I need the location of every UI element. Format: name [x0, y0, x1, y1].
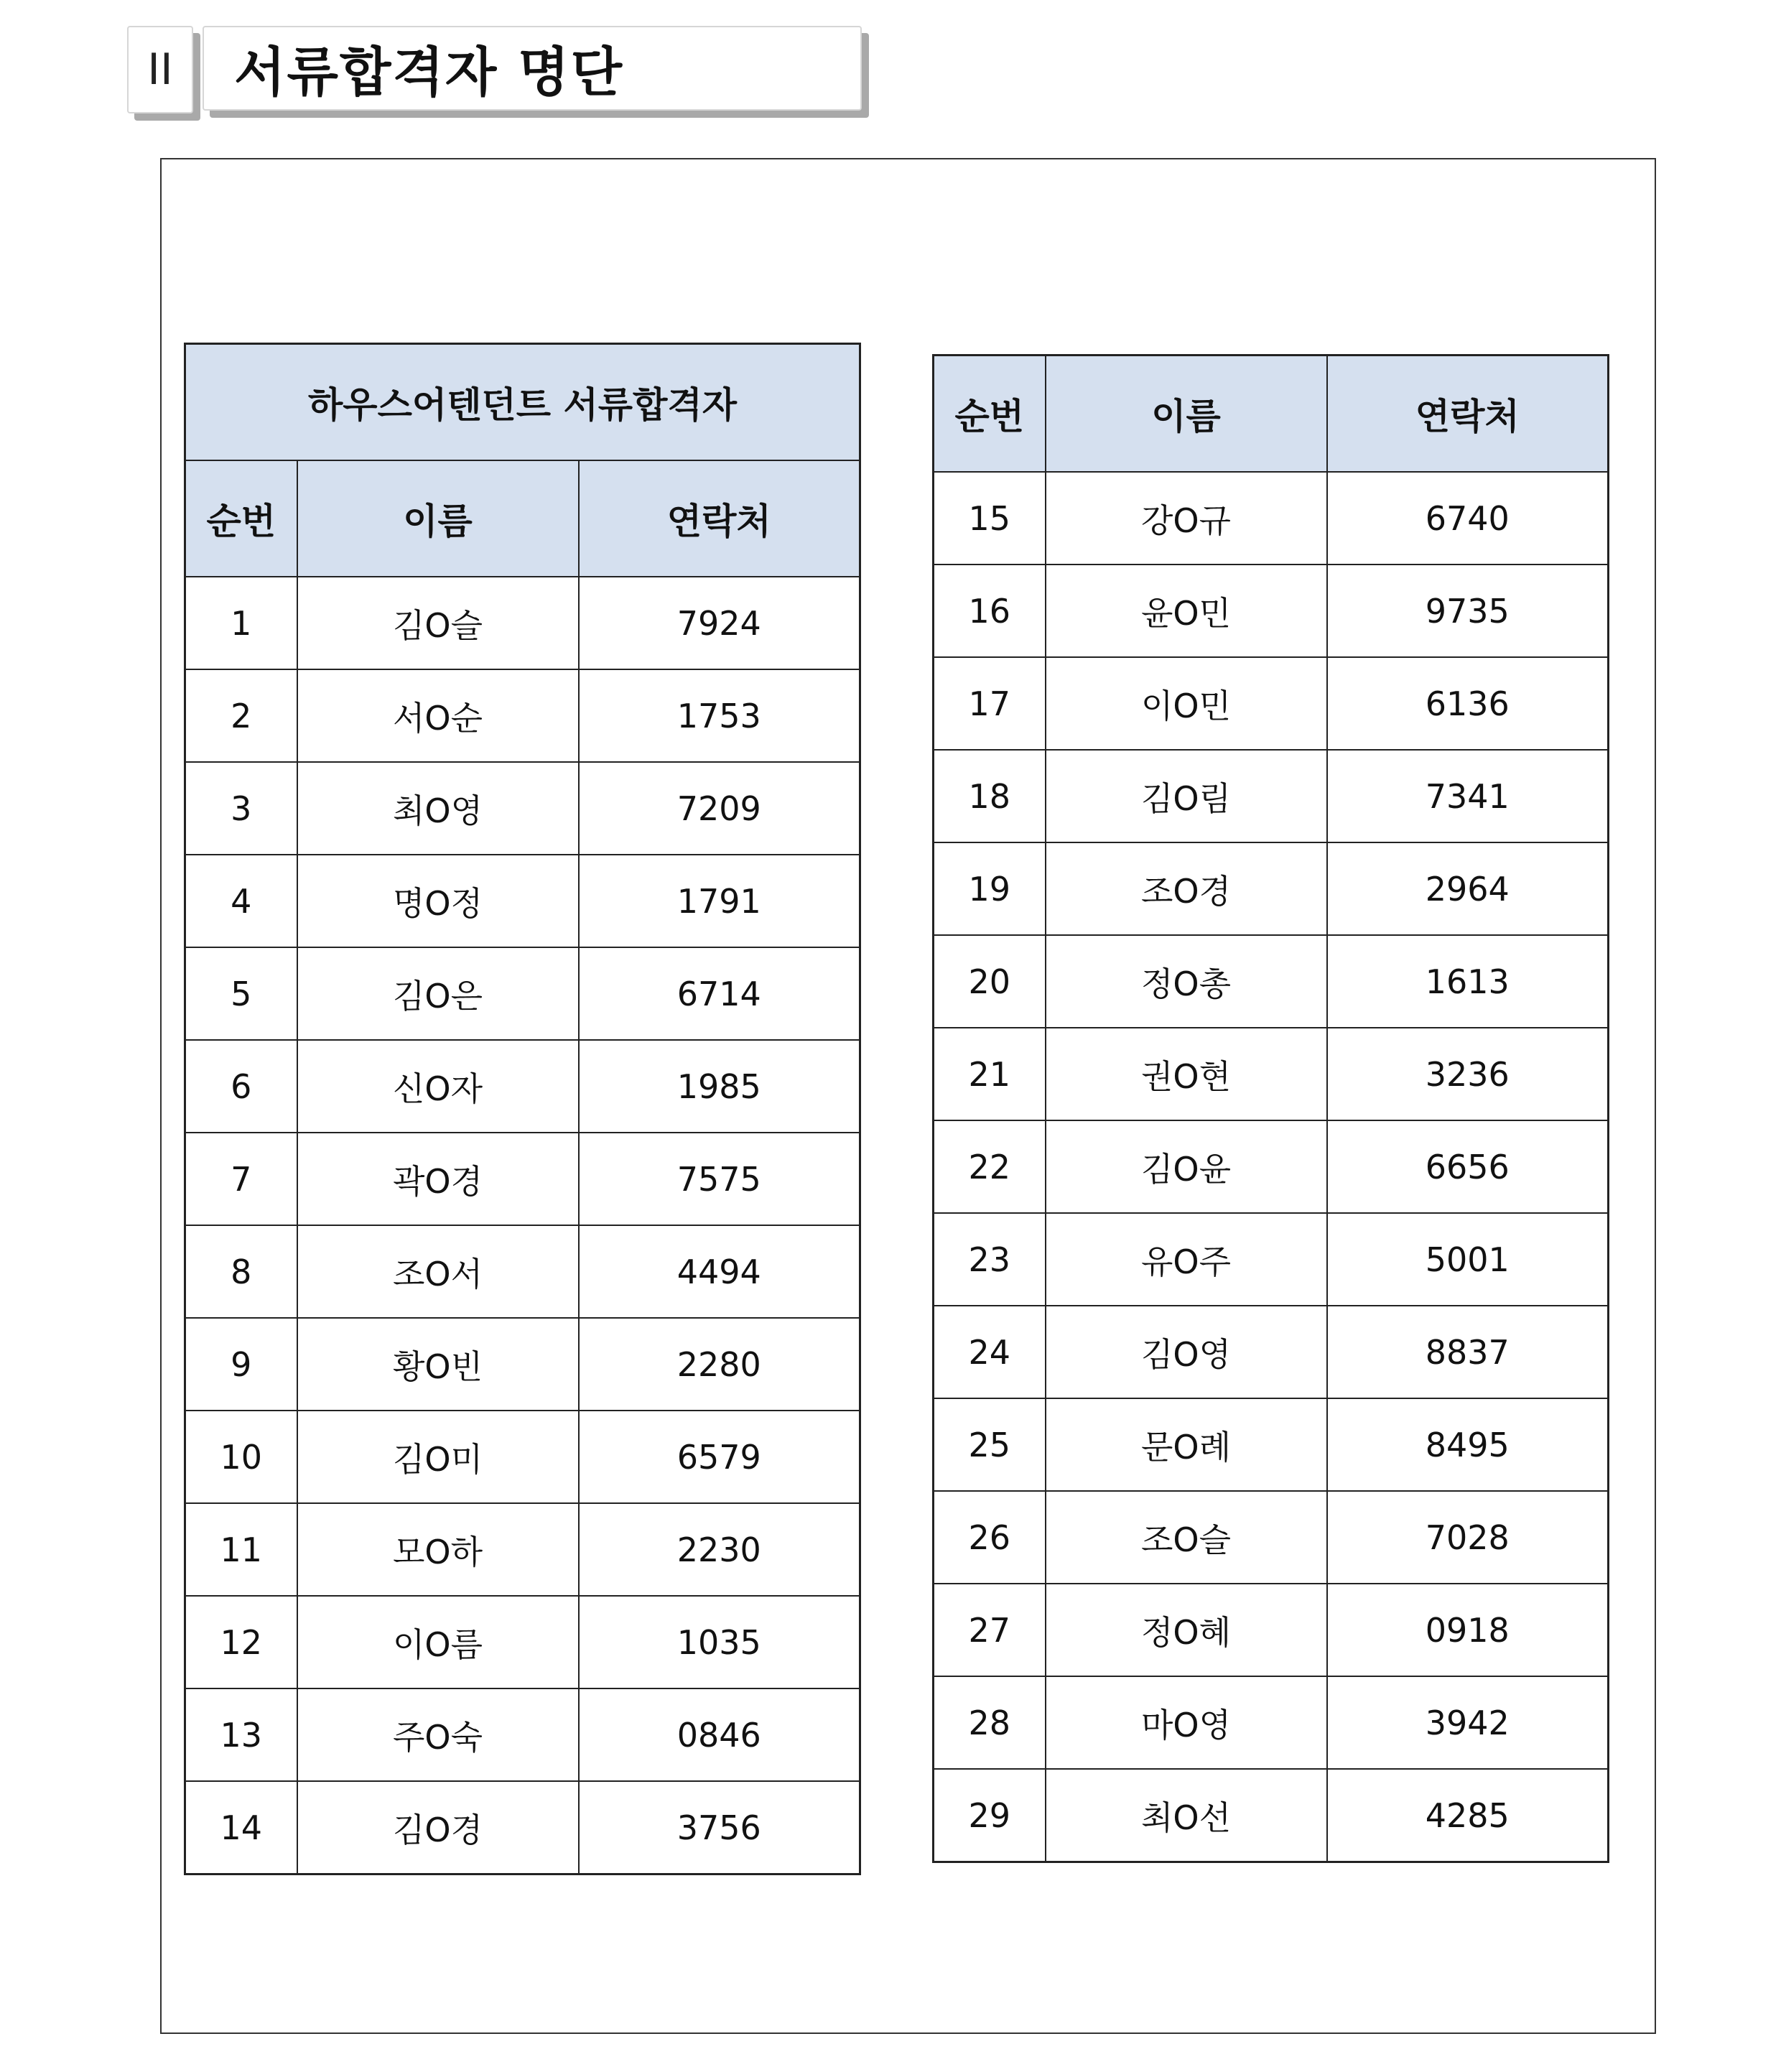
cell-name: 김O윤 — [1046, 1120, 1327, 1213]
table-row — [185, 1225, 860, 1318]
cell-contact: 6579 — [579, 1411, 860, 1503]
cell-no: 2 — [185, 669, 297, 762]
cell-no: 20 — [934, 935, 1046, 1028]
table-row — [934, 565, 1609, 657]
column-header-contact: 연락처 — [579, 460, 860, 577]
cell-name: 최O영 — [297, 762, 579, 855]
cell-contact: 6714 — [579, 947, 860, 1040]
page-title: 서류합격자 명단 — [234, 42, 624, 103]
cell-no: 8 — [185, 1225, 297, 1318]
title-box — [203, 26, 862, 111]
cell-name: 이O름 — [297, 1596, 579, 1688]
section-marker: II — [127, 26, 193, 113]
table-row — [185, 1133, 860, 1225]
cell-no: 28 — [934, 1676, 1046, 1769]
cell-no: 1 — [185, 577, 297, 669]
table-row — [934, 1213, 1609, 1306]
cell-contact: 0918 — [1327, 1584, 1609, 1676]
cell-no: 6 — [185, 1040, 297, 1133]
left-table-title: 하우스어텐던트 서류합격자 — [185, 344, 860, 461]
left-table-body — [185, 577, 860, 1874]
table-row — [185, 762, 860, 855]
cell-name: 조O슬 — [1046, 1491, 1327, 1584]
table-row — [185, 1503, 860, 1596]
cell-contact: 1791 — [579, 855, 860, 947]
cell-name: 김O영 — [1046, 1306, 1327, 1398]
table-row — [934, 472, 1609, 565]
cell-name: 모O하 — [297, 1503, 579, 1596]
cell-no: 26 — [934, 1491, 1046, 1584]
cell-name: 권O현 — [1046, 1028, 1327, 1120]
table-row — [185, 1318, 860, 1411]
table-row — [934, 1491, 1609, 1584]
cell-contact: 4494 — [579, 1225, 860, 1318]
cell-contact: 6136 — [1327, 657, 1609, 750]
table-row — [185, 1040, 860, 1133]
cell-no: 17 — [934, 657, 1046, 750]
cell-contact: 4285 — [1327, 1769, 1609, 1862]
cell-contact: 6656 — [1327, 1120, 1609, 1213]
cell-name: 강O규 — [1046, 472, 1327, 565]
cell-no: 19 — [934, 842, 1046, 935]
cell-no: 27 — [934, 1584, 1046, 1676]
column-header-no: 순번 — [934, 356, 1046, 473]
table-row — [185, 1781, 860, 1874]
cell-contact: 6740 — [1327, 472, 1609, 565]
cell-contact: 7575 — [579, 1133, 860, 1225]
cell-name: 김O은 — [297, 947, 579, 1040]
table-row — [185, 947, 860, 1040]
cell-no: 23 — [934, 1213, 1046, 1306]
column-header-name: 이름 — [297, 460, 579, 577]
table-row — [934, 1306, 1609, 1398]
cell-no: 10 — [185, 1411, 297, 1503]
cell-contact: 7341 — [1327, 750, 1609, 842]
table-row — [934, 1028, 1609, 1120]
table-row — [185, 1596, 860, 1688]
cell-no: 18 — [934, 750, 1046, 842]
cell-contact: 1035 — [579, 1596, 860, 1688]
table-row — [185, 855, 860, 947]
cell-name: 김O슬 — [297, 577, 579, 669]
cell-name: 황O빈 — [297, 1318, 579, 1411]
cell-contact: 7209 — [579, 762, 860, 855]
cell-no: 24 — [934, 1306, 1046, 1398]
cell-no: 14 — [185, 1781, 297, 1874]
cell-no: 3 — [185, 762, 297, 855]
column-header-no: 순번 — [185, 460, 297, 577]
cell-name: 정O혜 — [1046, 1584, 1327, 1676]
cell-contact: 7924 — [579, 577, 860, 669]
cell-name: 신O자 — [297, 1040, 579, 1133]
cell-contact: 3942 — [1327, 1676, 1609, 1769]
cell-contact: 0846 — [579, 1688, 860, 1781]
cell-contact: 1985 — [579, 1040, 860, 1133]
cell-name: 김O경 — [297, 1781, 579, 1874]
cell-name: 명O정 — [297, 855, 579, 947]
table-row — [934, 1120, 1609, 1213]
cell-no: 11 — [185, 1503, 297, 1596]
cell-contact: 1753 — [579, 669, 860, 762]
cell-name: 곽O경 — [297, 1133, 579, 1225]
column-header-name: 이름 — [1046, 356, 1327, 473]
right-table — [932, 354, 1609, 1863]
cell-name: 윤O민 — [1046, 565, 1327, 657]
column-header-contact: 연락처 — [1327, 356, 1609, 473]
cell-no: 12 — [185, 1596, 297, 1688]
table-row — [934, 657, 1609, 750]
cell-contact: 2230 — [579, 1503, 860, 1596]
cell-name: 조O서 — [297, 1225, 579, 1318]
cell-contact: 3756 — [579, 1781, 860, 1874]
cell-no: 21 — [934, 1028, 1046, 1120]
cell-name: 조O경 — [1046, 842, 1327, 935]
cell-name: 마O영 — [1046, 1676, 1327, 1769]
cell-contact: 2964 — [1327, 842, 1609, 935]
cell-no: 16 — [934, 565, 1046, 657]
cell-name: 주O숙 — [297, 1688, 579, 1781]
cell-name: 최O선 — [1046, 1769, 1327, 1862]
cell-name: 문O례 — [1046, 1398, 1327, 1491]
cell-name: 유O주 — [1046, 1213, 1327, 1306]
cell-contact: 3236 — [1327, 1028, 1609, 1120]
left-table — [184, 343, 861, 1875]
cell-contact: 8837 — [1327, 1306, 1609, 1398]
cell-no: 15 — [934, 472, 1046, 565]
cell-contact: 1613 — [1327, 935, 1609, 1028]
cell-contact: 2280 — [579, 1318, 860, 1411]
cell-name: 서O순 — [297, 669, 579, 762]
table-row — [934, 750, 1609, 842]
table-row — [185, 1411, 860, 1503]
cell-contact: 7028 — [1327, 1491, 1609, 1584]
table-row — [934, 1769, 1609, 1862]
table-row — [934, 1584, 1609, 1676]
cell-contact: 5001 — [1327, 1213, 1609, 1306]
cell-contact: 8495 — [1327, 1398, 1609, 1491]
table-row — [934, 1398, 1609, 1491]
cell-name: 김O미 — [297, 1411, 579, 1503]
cell-no: 9 — [185, 1318, 297, 1411]
cell-no: 4 — [185, 855, 297, 947]
cell-no: 29 — [934, 1769, 1046, 1862]
table-row — [185, 577, 860, 669]
cell-no: 5 — [185, 947, 297, 1040]
cell-contact: 9735 — [1327, 565, 1609, 657]
table-row — [934, 1676, 1609, 1769]
table-row — [185, 1688, 860, 1781]
table-row — [934, 935, 1609, 1028]
cell-name: 이O민 — [1046, 657, 1327, 750]
cell-no: 22 — [934, 1120, 1046, 1213]
cell-no: 13 — [185, 1688, 297, 1781]
cell-no: 25 — [934, 1398, 1046, 1491]
table-row — [185, 669, 860, 762]
cell-no: 7 — [185, 1133, 297, 1225]
right-table-body — [934, 472, 1609, 1862]
cell-name: 정O총 — [1046, 935, 1327, 1028]
cell-name: 김O림 — [1046, 750, 1327, 842]
table-row — [934, 842, 1609, 935]
